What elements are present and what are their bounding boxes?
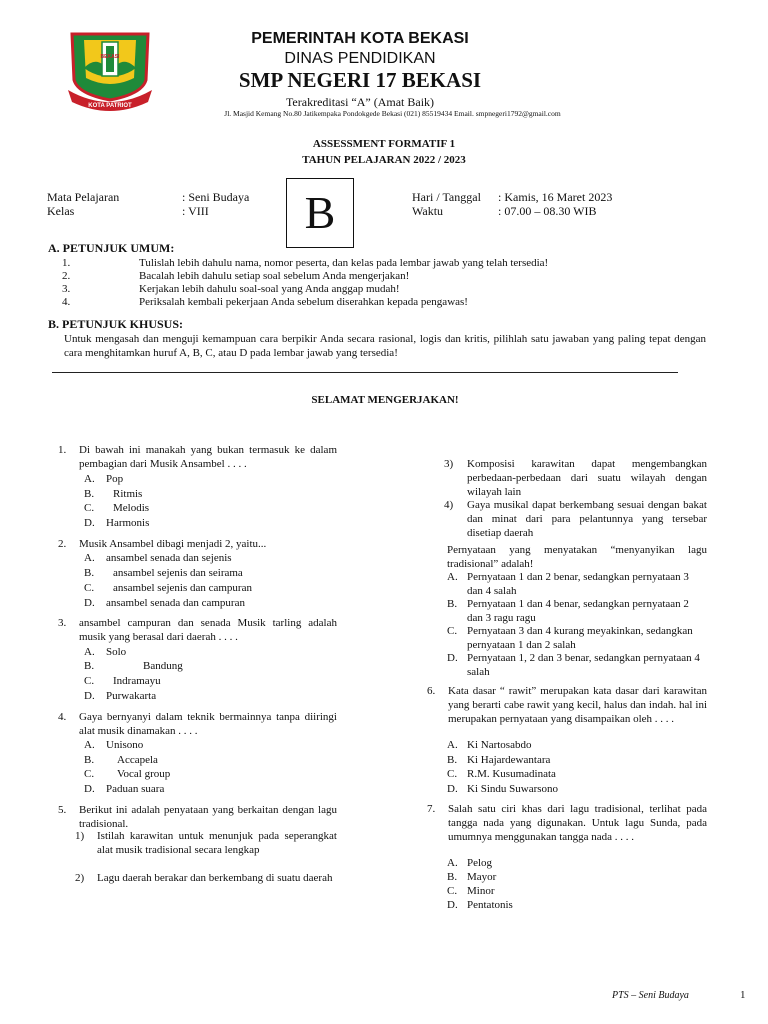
option-text: Pelog (467, 857, 493, 869)
header-government: PEMERINTAH KOTA BEKASI (251, 30, 469, 47)
statement-number: 3) (444, 458, 454, 470)
general-num: 2. (62, 270, 71, 282)
class-label: Kelas (47, 204, 75, 218)
option-letter: B. (447, 871, 458, 883)
question-text: Gaya bernyanyi dalam teknik bermainnya tanpa diiringi alat musik dinamakan . . . . (79, 711, 337, 737)
option-letter: A. (84, 739, 95, 751)
option-letter: D. (84, 597, 95, 609)
option-letter: B. (84, 754, 95, 766)
footer-label: PTS – Seni Budaya (612, 990, 689, 1001)
option-text: Ki Nartosabdo (467, 739, 532, 751)
option-letter: B. (447, 598, 458, 610)
general-num: 4. (62, 296, 71, 308)
option-text: Unisono (106, 739, 144, 751)
option-letter: B. (84, 660, 95, 672)
question-text: Di bawah ini manakah yang bukan termasuk ke dalam pembagian dari Musik Ansambel . . . . (79, 444, 337, 470)
option-text: Bandung (143, 660, 183, 672)
header-school-name: SMP NEGERI 17 BEKASI (238, 68, 482, 92)
subject-value: : Seni Budaya (182, 190, 250, 204)
option-text: Pentatonis (467, 899, 513, 911)
option-letter: D. (447, 783, 458, 795)
option-text: Indramayu (113, 675, 161, 687)
page-number: 1 (740, 989, 746, 1001)
option-letter: D. (84, 517, 95, 529)
statement-text: Istilah karawitan untuk menunjuk pada seperangkat alat musik tradisional secara lengkap (97, 830, 337, 856)
option-letter: A. (84, 646, 95, 658)
option-text: Purwakarta (106, 690, 157, 702)
question-number: 1. (58, 444, 67, 456)
general-num: 3. (62, 283, 71, 295)
day-label: Hari / Tanggal (412, 190, 481, 204)
statement-text: Lagu daerah berakar dan berkembang di suatu daerah (97, 872, 333, 884)
option-letter: A. (447, 739, 458, 751)
version-box (286, 178, 354, 248)
time-label: Waktu (412, 204, 444, 218)
option-text: Ritmis (113, 488, 143, 500)
option-letter: C. (447, 885, 458, 897)
question-number: 7. (427, 803, 436, 815)
header-department: DINAS PENDIDIKAN (284, 50, 436, 67)
question-text: ansambel campuran dan senada Musik tarling adalah musik yang berasal dari daerah . . . . (79, 617, 337, 643)
option-letter: C. (84, 582, 95, 594)
option-letter: B. (84, 567, 95, 579)
general-item: Kerjakan lebih dahulu soal-soal yang Anda anggap mudah! (139, 283, 400, 295)
option-text: Paduan suara (106, 783, 165, 795)
option-text: Minor (467, 885, 495, 897)
option-text: Pernyataan 1, 2 dan 3 benar, sedangkan pernyataan 4 salah (467, 652, 700, 678)
statement-number: 4) (444, 499, 454, 511)
question-text: Berikut ini adalah penyataan yang berkaitan dengan lagu tradisional. (79, 804, 337, 830)
option-text: Mayor (467, 871, 497, 883)
exam-title: ASSESSMENT FORMATIF 1 (312, 138, 456, 150)
logo-top-text: BEKASI (100, 54, 120, 60)
option-letter: D. (84, 783, 95, 795)
general-item: Periksalah kembali pekerjaan Anda sebelum diserahkan kepada pengawas! (139, 296, 468, 308)
option-text: ansambel senada dan sejenis (106, 552, 232, 564)
option-text: ansambel sejenis dan seirama (113, 567, 243, 579)
question-number: 4. (58, 711, 67, 723)
option-letter: A. (447, 857, 458, 869)
question-text: Salah satu ciri khas dari lagu tradisional, terlihat pada tangga nada yang digunakan. Untuk lagu Sunda, pada umumnya menggunakan tangga nada . . . . (448, 803, 707, 843)
day-value: : Kamis, 16 Maret 2023 (498, 190, 613, 204)
school-logo (62, 28, 158, 112)
option-text: Ki Sindu Suwarsono (467, 783, 559, 795)
general-item: Tulislah lebih dahulu nama, nomor peserta, dan kelas pada lembar jawab yang telah tersedia! (139, 257, 549, 269)
option-letter: C. (84, 502, 95, 514)
option-letter: C. (84, 675, 95, 687)
option-text: Harmonis (106, 517, 150, 529)
logo-caption: KOTA PATRIOT (88, 103, 132, 109)
class-value: : VIII (182, 204, 209, 218)
option-text: Accapela (117, 754, 158, 766)
question-prompt: Pernyataan yang menyatakan “menyanyikan lagu tradisional” adalah! (447, 544, 707, 570)
general-item: Bacalah lebih dahulu setiap soal sebelum Anda mengerjakan! (139, 270, 410, 282)
question-number: 3. (58, 617, 67, 629)
general-num: 1. (62, 257, 71, 269)
statement-number: 1) (75, 830, 85, 842)
option-text: Pernyataan 1 dan 4 benar, sedangkan pernyataan 2 dan 3 ragu ragu (467, 598, 689, 624)
option-letter: A. (84, 552, 95, 564)
option-letter: D. (447, 652, 458, 664)
option-text: Pernyataan 3 dan 4 kurang meyakinkan, sedangkan pernyataan 1 dan 2 salah (467, 625, 693, 651)
question-number: 5. (58, 804, 67, 816)
option-letter: D. (84, 690, 95, 702)
version-letter: B (304, 187, 336, 238)
header-address: Jl. Masjid Kemang No.80 Jatikempaka Pondokgede Bekasi (021) 85519434 Email. smpnegeri1792@gmail.com (224, 109, 561, 118)
general-heading: A. PETUNJUK UMUM: (48, 241, 175, 255)
time-value: : 07.00 – 08.30 WIB (498, 204, 597, 218)
statement-text: Komposisi karawitan dapat mengembangkan perbedaan-perbedaan dari suatu wilayah dengan wilayah lain (467, 458, 707, 498)
option-text: Pernyataan 1 dan 2 benar, sedangkan pernyataan 3 dan 4 salah (467, 571, 689, 597)
option-letter: C. (447, 625, 458, 637)
option-letter: A. (84, 473, 95, 485)
option-letter: B. (84, 488, 95, 500)
greeting: SELAMAT MENGERJAKAN! (311, 394, 459, 406)
option-letter: C. (84, 768, 95, 780)
special-heading: B. PETUNJUK KHUSUS: (48, 317, 184, 331)
option-letter: D. (447, 899, 458, 911)
question-text: Musik Ansambel dibagi menjadi 2, yaitu... (79, 538, 267, 550)
option-letter: C. (447, 768, 458, 780)
header-accreditation: Terakreditasi “A” (Amat Baik) (285, 95, 435, 109)
question-text: Kata dasar “ rawit” merupakan kata dasar dari karawitan yang berarti cabe rawit yang kecil, halus dan indah. hal ini merupakan pernyataan yang disampaikan oleh . . . . (448, 685, 707, 725)
option-letter: A. (447, 571, 458, 583)
option-text: Melodis (113, 502, 150, 514)
option-text: R.M. Kusumadinata (467, 768, 556, 780)
subject-label: Mata Pelajaran (47, 190, 120, 204)
special-text: Untuk mengasah dan menguji kemampuan cara berpikir Anda secara rasional, logis dan kritis, pilihlah satu jawaban yang paling tepat dengan cara menghitamkan huruf A, B, C, atau D pada lembar jawab yang tersedia! (64, 333, 706, 359)
exam-year: TAHUN PELAJARAN 2022 / 2023 (302, 154, 466, 166)
option-text: Ki Hajardewantara (467, 754, 551, 766)
divider (52, 372, 678, 373)
option-text: Vocal group (117, 768, 171, 780)
option-text: Pop (106, 473, 124, 485)
option-text: ansambel sejenis dan campuran (113, 582, 252, 594)
option-text: Solo (106, 646, 127, 658)
statement-number: 2) (75, 872, 85, 884)
question-number: 2. (58, 538, 67, 550)
statement-text: Gaya musikal dapat berkembang sesuai dengan bakat dan minat dari para pelantunnya yang tersebar disetiap daerah (467, 499, 707, 539)
option-text: ansambel senada dan campuran (106, 597, 245, 609)
option-letter: B. (447, 754, 458, 766)
question-number: 6. (427, 685, 436, 697)
